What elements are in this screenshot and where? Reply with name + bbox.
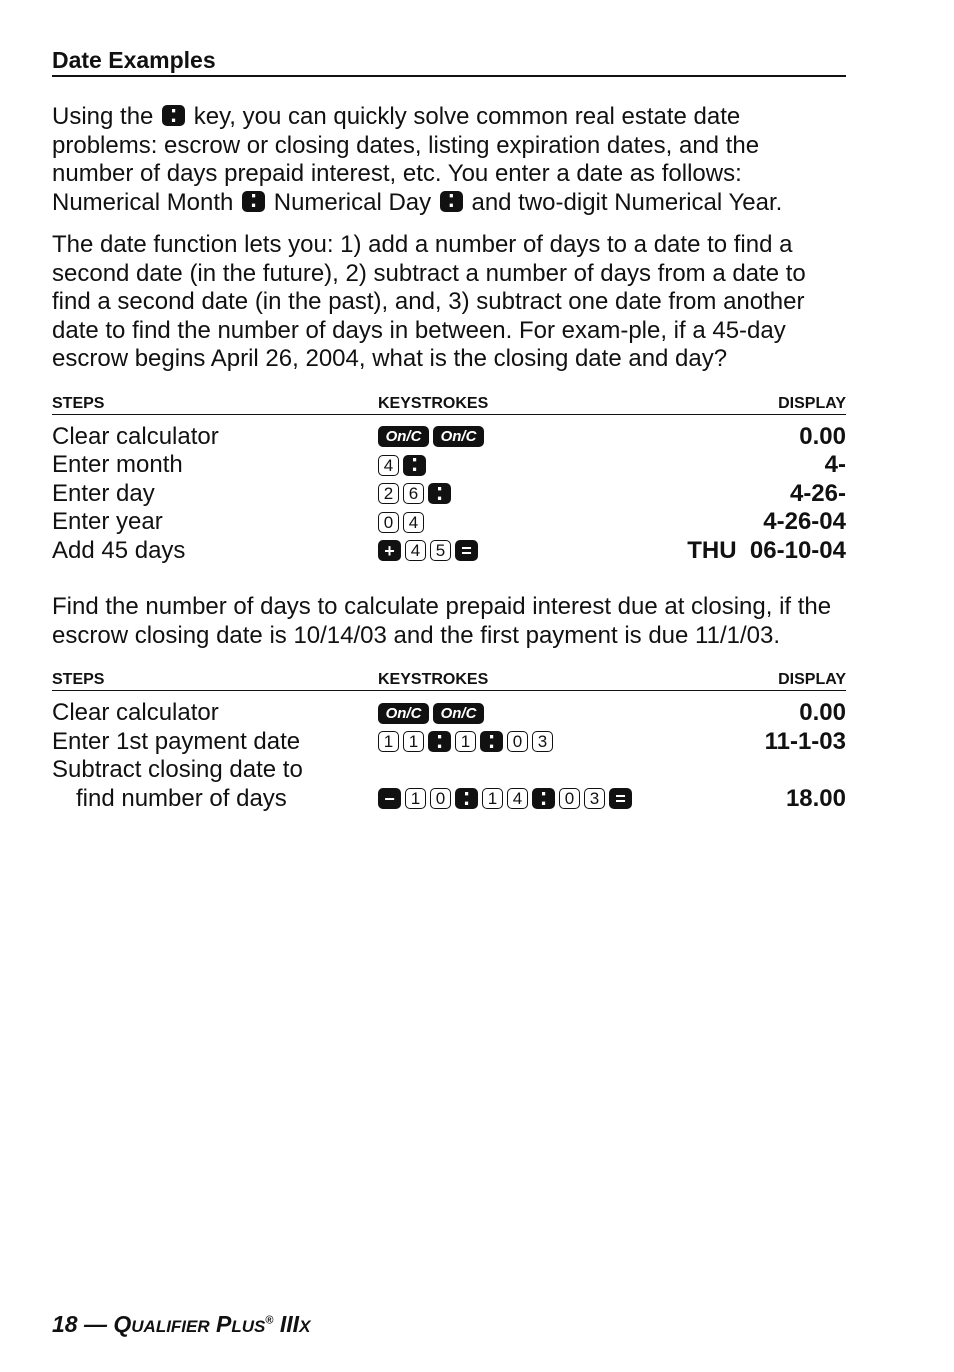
intro-text-2: key, you can quickly solve common real estate date problems: escrow or closing dates, listing expiration dates, and the number of days prepaid interest, etc. You enter a date as follows: Numerical Month	[52, 103, 760, 216]
display-header: DISPLAY	[778, 394, 846, 412]
step-label: Clear calculator	[52, 699, 219, 726]
date-key-icon: ⁚	[455, 788, 478, 809]
digit-6-key-icon: 6	[403, 483, 424, 504]
keystrokes	[378, 703, 799, 724]
keystrokes-header: KEYSTROKES	[378, 671, 489, 688]
step-label: Enter year	[52, 508, 163, 535]
keystrokes	[378, 455, 825, 476]
page-footer	[52, 1311, 310, 1338]
keystrokes	[378, 788, 786, 809]
table-row	[52, 537, 846, 566]
intro-text-1: Using the	[52, 103, 154, 130]
model-name-suffix: X	[299, 1317, 311, 1336]
step-label: find number of days	[76, 784, 287, 812]
display-value: 0.00	[799, 422, 846, 450]
display-value: THU 06-10-04	[687, 536, 846, 564]
equals-key-icon: =	[455, 540, 478, 561]
date-key-icon: ⁚	[440, 191, 463, 212]
keystrokes	[378, 483, 790, 504]
prepaid-interest-paragraph: Find the number of days to calculate prepaid interest due at closing, if the escrow closing date is 10/14/03 and the first payment is due 11/1/03.	[52, 593, 832, 649]
display-value: 0.00	[799, 699, 846, 726]
on-c-key-icon: On/C	[378, 703, 429, 724]
display-value: 11-1-03	[764, 727, 846, 755]
date-key-icon: ⁚	[403, 455, 426, 476]
digit-0-key-icon: 0	[378, 512, 399, 533]
table-row	[52, 508, 846, 537]
table-row	[52, 728, 846, 757]
page-number: 18 —	[52, 1311, 114, 1337]
keystrokes	[378, 731, 765, 752]
digit-3-key-icon: 3	[584, 788, 605, 809]
table-header	[52, 394, 846, 415]
date-key-icon: ⁚	[428, 483, 451, 504]
intro-text-4: and two-digit Numerical Year.	[471, 188, 783, 216]
step-label: Enter day	[52, 479, 155, 507]
digit-0-key-icon: 0	[559, 788, 580, 809]
steps-header: STEPS	[52, 394, 105, 412]
display-value: 18.00	[785, 784, 846, 812]
digit-2-key-icon: 2	[378, 483, 399, 504]
section-title: Date Examples	[52, 46, 846, 77]
table-row	[52, 785, 846, 814]
intro-text-3: Numerical Day	[273, 188, 432, 216]
date-key-icon: ⁚	[242, 191, 265, 212]
product-name-part: P	[209, 1311, 232, 1337]
keystrokes	[378, 512, 763, 533]
step-label: Add 45 days	[52, 536, 186, 564]
table-row	[52, 451, 846, 480]
equals-key-icon: =	[609, 788, 632, 809]
digit-4-key-icon: 4	[403, 512, 424, 533]
table-row	[52, 480, 846, 509]
step-label: Subtract closing date to	[52, 756, 303, 783]
model-name: III	[273, 1311, 300, 1337]
digit-4-key-icon: 4	[405, 540, 426, 561]
digit-5-key-icon: 5	[430, 540, 451, 561]
digit-3-key-icon: 3	[532, 731, 553, 752]
registered-mark: ®	[265, 1314, 274, 1327]
date-key-icon: ⁚	[480, 731, 503, 752]
step-label: Clear calculator	[52, 422, 219, 450]
example-table-2	[52, 670, 846, 813]
keystrokes	[378, 540, 687, 561]
example-table-1	[52, 394, 846, 566]
digit-4-key-icon: 4	[507, 788, 528, 809]
date-key-icon: ⁚	[428, 731, 451, 752]
on-c-key-icon: On/C	[433, 426, 484, 447]
digit-4-key-icon: 4	[378, 455, 399, 476]
digit-1-key-icon: 1	[405, 788, 426, 809]
step-label: Enter 1st payment date	[52, 727, 301, 755]
keystrokes	[378, 426, 799, 447]
page-content	[52, 46, 846, 813]
minus-key-icon: −	[378, 788, 401, 809]
digit-1-key-icon: 1	[455, 731, 476, 752]
date-function-paragraph: The date function lets you: 1) add a number of days to a date to find a second date (in the future), 2) subtract a number of days from a date to find a second date (in the past), and, 3) subtract one date from another date to find the number of days in between. For exam-ple, if a 45-day escrow begins April 26, 2004, what is the closing date and day?	[52, 231, 806, 372]
date-key-icon: ⁚	[532, 788, 555, 809]
digit-0-key-icon: 0	[430, 788, 451, 809]
table-row	[52, 756, 846, 785]
display-value: 4-26-04	[763, 508, 846, 535]
plus-key-icon: +	[378, 540, 401, 561]
product-name-part: UALIFIER	[131, 1317, 210, 1336]
display-header: DISPLAY	[778, 671, 846, 688]
display-value: 4-26-	[789, 479, 846, 507]
product-name-part: LUS	[231, 1317, 266, 1336]
on-c-key-icon: On/C	[378, 426, 429, 447]
digit-1-key-icon: 1	[378, 731, 399, 752]
digit-1-key-icon: 1	[482, 788, 503, 809]
on-c-key-icon: On/C	[433, 703, 484, 724]
digit-1-key-icon: 1	[403, 731, 424, 752]
step-label: Enter month	[52, 451, 183, 478]
steps-header: STEPS	[52, 671, 105, 688]
product-name-part: Q	[113, 1311, 132, 1337]
digit-0-key-icon: 0	[507, 731, 528, 752]
table-row	[52, 699, 846, 728]
table-row	[52, 423, 846, 452]
display-value: 4-	[824, 451, 846, 478]
intro-paragraph	[52, 103, 846, 217]
date-key-icon: ⁚	[162, 105, 185, 126]
keystrokes-header: KEYSTROKES	[378, 394, 489, 412]
table-header	[52, 670, 846, 691]
